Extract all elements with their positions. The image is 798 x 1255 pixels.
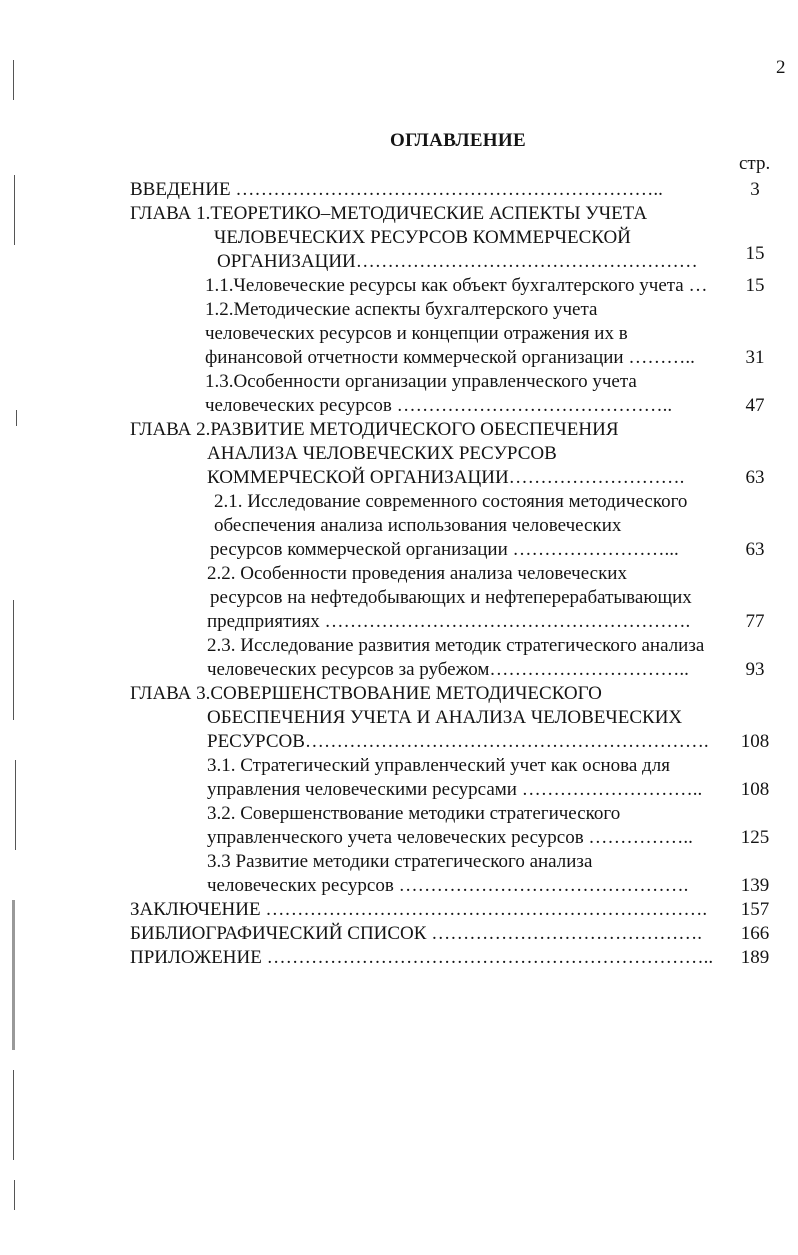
chapter-heading: ГЛАВА 3.СОВЕРШЕНСТВОВАНИЕ МЕТОДИЧЕСКОГО <box>130 683 602 704</box>
scan-artifact <box>14 175 15 245</box>
toc-entry: 2.2. Особенности проведения анализа человеческих <box>207 563 627 584</box>
page-ref: 108 <box>740 731 770 752</box>
toc-entry-cont: человеческих ресурсов ………………………………………. <box>207 875 689 896</box>
toc-entry: 3.1. Стратегический управленческий учет как основа для <box>207 755 670 776</box>
chapter-heading: ГЛАВА 2.РАЗВИТИЕ МЕТОДИЧЕСКОГО ОБЕСПЕЧЕНИЯ <box>130 419 619 440</box>
toc-entry: 2.1. Исследование современного состояния методического <box>214 491 688 512</box>
toc-entry-cont: финансовой отчетности коммерческой организации ……….. <box>205 347 695 368</box>
scan-artifact <box>13 600 14 720</box>
page-ref: 108 <box>740 779 770 800</box>
toc-entry-cont: человеческих ресурсов …………………………………….. <box>205 395 673 416</box>
toc-entry-cont: человеческих ресурсов и концепции отражения их в <box>205 323 628 344</box>
toc-entry-cont: управленческого учета человеческих ресурсов …………….. <box>207 827 693 848</box>
chapter-heading: ГЛАВА 1.ТЕОРЕТИКО–МЕТОДИЧЕСКИЕ АСПЕКТЫ УЧЕТА <box>130 203 648 224</box>
page-ref: 139 <box>740 875 770 896</box>
toc-entry: ПРИЛОЖЕНИЕ …………………………………………………………….. <box>130 947 714 968</box>
page-ref: 15 <box>745 243 765 264</box>
page-ref: 157 <box>740 899 770 920</box>
chapter-heading-cont: РЕСУРСОВ………………………………………………………. <box>207 731 709 752</box>
page-number: 2 <box>776 57 786 78</box>
page-ref: 15 <box>745 275 765 296</box>
scan-artifact <box>13 1070 14 1160</box>
scan-artifact <box>14 1180 15 1210</box>
toc-entry-cont: предприятиях …………………………………………………. <box>207 611 691 632</box>
toc-entry: 1.3.Особенности организации управленческого учета <box>205 371 637 392</box>
toc-entry: ВВЕДЕНИЕ ………………………………………………………….. <box>130 179 663 200</box>
toc-entry: 3.2. Совершенствование методики стратегического <box>207 803 621 824</box>
page-ref: 166 <box>740 923 770 944</box>
page-ref: 47 <box>745 395 765 416</box>
scan-artifact <box>15 760 16 850</box>
toc-entry: БИБЛИОГРАФИЧЕСКИЙ СПИСОК ……………………………………. <box>130 923 702 944</box>
toc-title: ОГЛАВЛЕНИЕ <box>390 130 526 151</box>
page-ref: 77 <box>745 611 765 632</box>
toc-entry: 1.1.Человеческие ресурсы как объект бухгалтерского учета … <box>205 275 708 296</box>
toc-entry-cont: ресурсов коммерческой организации ……………………... <box>210 539 679 560</box>
scan-artifact <box>13 60 14 100</box>
chapter-heading-cont: ЧЕЛОВЕЧЕСКИХ РЕСУРСОВ КОММЕРЧЕСКОЙ <box>214 227 631 248</box>
toc-entry-cont: ресурсов на нефтедобывающих и нефтеперерабатывающих <box>210 587 692 608</box>
toc-entry: 1.2.Методические аспекты бухгалтерского учета <box>205 299 598 320</box>
page-ref: 63 <box>745 539 765 560</box>
page-ref: 189 <box>740 947 770 968</box>
page-ref: 63 <box>745 467 765 488</box>
page-ref: 3 <box>750 179 760 200</box>
toc-entry: 2.3. Исследование развития методик стратегического анализа <box>207 635 705 656</box>
page-ref: 31 <box>745 347 765 368</box>
chapter-heading-cont: КОММЕРЧЕСКОЙ ОРГАНИЗАЦИИ………………………. <box>207 467 685 488</box>
page-column-header: стр. <box>739 153 771 174</box>
scan-artifact <box>12 900 15 1050</box>
chapter-heading-cont: ОБЕСПЕЧЕНИЯ УЧЕТА И АНАЛИЗА ЧЕЛОВЕЧЕСКИХ <box>207 707 683 728</box>
page-ref: 125 <box>740 827 770 848</box>
page-ref: 93 <box>745 659 765 680</box>
toc-entry: ЗАКЛЮЧЕНИЕ ……………………………………………………………. <box>130 899 708 920</box>
toc-entry-cont: человеческих ресурсов за рубежом………………………….. <box>207 659 689 680</box>
toc-entry: 3.3 Развитие методики стратегического анализа <box>207 851 593 872</box>
scan-artifact <box>16 410 17 426</box>
toc-entry-cont: управления человеческими ресурсами ……………………….. <box>207 779 703 800</box>
chapter-heading-cont: ОРГАНИЗАЦИИ……………………………………………… <box>217 251 698 272</box>
toc-entry-cont: обеспечения анализа использования человеческих <box>214 515 622 536</box>
chapter-heading-cont: АНАЛИЗА ЧЕЛОВЕЧЕСКИХ РЕСУРСОВ <box>207 443 557 464</box>
